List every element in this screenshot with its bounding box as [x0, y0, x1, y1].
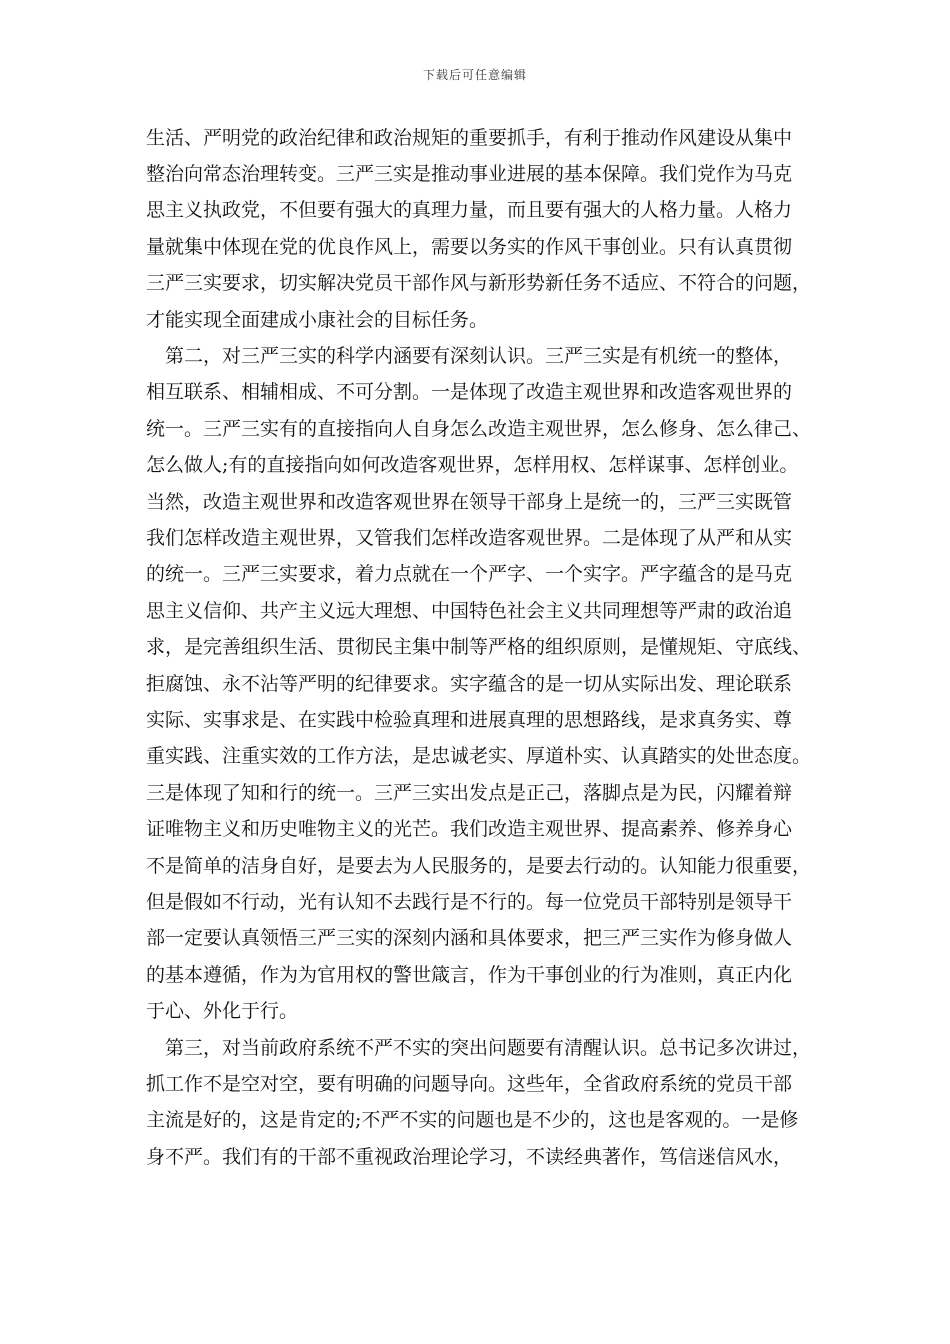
text-line: 整治向常态治理转变。三严三实是推动事业进展的基本保障。我们党作为马克	[146, 163, 793, 185]
text-line: 当然，改造主观世界和改造客观世界在领导干部身上是统一的，三严三实既管	[146, 491, 793, 513]
text-line: 生活、严明党的政治纪律和政治规矩的重要抓手，有利于推动作风建设从集中	[146, 127, 793, 149]
text-line: 但是假如不行动，光有认知不去践行是不行的。每一位党员干部特别是领导干	[146, 891, 793, 913]
text-line: 抓工作不是空对空，要有明确的问题导向。这些年，全省政府系统的党员干部	[146, 1073, 793, 1095]
text-line: 不是简单的洁身自好，是要去为人民服务的，是要去行动的。认知能力很重要，	[146, 855, 812, 877]
text-line: 量就集中体现在党的优良作风上，需要以务实的作风干事创业。只有认真贯彻	[146, 236, 793, 258]
text-line: 证唯物主义和历史唯物主义的光芒。我们改造主观世界、提高素养、修养身心	[146, 818, 793, 840]
text-line: 拒腐蚀、永不沾等严明的纪律要求。实字蕴含的是一切从实际出发、理论联系	[146, 673, 793, 695]
paragraph-start-line: 第三，对当前政府系统不严不实的突出问题要有清醒认识。总书记多次讲过，	[165, 1037, 812, 1059]
text-line: 于心、外化于行。	[146, 1000, 299, 1022]
text-line: 我们怎样改造主观世界，又管我们怎样改造客观世界。二是体现了从严和从实	[146, 527, 793, 549]
text-line: 三严三实要求，切实解决党员干部作风与新形势新任务不适应、不符合的问题，	[146, 272, 812, 294]
text-line: 重实践、注重实效的工作方法，是忠诚老实、厚道朴实、认真踏实的处世态度。	[146, 745, 812, 767]
paragraph-start-line: 第二，对三严三实的科学内涵要有深刻认识。三严三实是有机统一的整体，	[165, 345, 793, 367]
text-line: 相互联系、相辅相成、不可分割。一是体现了改造主观世界和改造客观世界的	[146, 381, 793, 403]
text-line: 主流是好的，这是肯定的;不严不实的问题也是不少的，这也是客观的。一是修	[146, 1109, 799, 1131]
text-line: 的统一。三严三实要求，着力点就在一个严字、一个实字。严字蕴含的是马克	[146, 563, 793, 585]
text-line: 思主义信仰、共产主义远大理想、中国特色社会主义共同理想等严肃的政治追	[146, 600, 793, 622]
text-line: 身不严。我们有的干部不重视政治理论学习，不读经典著作，笃信迷信风水，	[146, 1146, 793, 1168]
text-line: 求，是完善组织生活、贯彻民主集中制等严格的组织原则，是懂规矩、守底线、	[146, 636, 812, 658]
page-header: 下载后可任意编辑	[422, 68, 527, 82]
text-line: 统一。三严三实有的直接指向人自身怎么改造主观世界，怎么修身、怎么律己、	[146, 418, 812, 440]
text-line: 部一定要认真领悟三严三实的深刻内涵和具体要求，把三严三实作为修身做人	[146, 927, 793, 949]
text-line: 才能实现全面建成小康社会的目标任务。	[146, 309, 489, 331]
text-line: 怎么做人;有的直接指向如何改造客观世界，怎样用权、怎样谋事、怎样创业。	[146, 454, 799, 476]
text-line: 的基本遵循，作为为官用权的警世箴言，作为干事创业的行为准则，真正内化	[146, 964, 793, 986]
text-line: 三是体现了知和行的统一。三严三实出发点是正己，落脚点是为民，闪耀着辩	[146, 782, 793, 804]
text-line: 思主义执政党，不但要有强大的真理力量，而且要有强大的人格力量。人格力	[146, 199, 793, 221]
text-line: 实际、实事求是、在实践中检验真理和进展真理的思想路线，是求真务实、尊	[146, 709, 793, 731]
